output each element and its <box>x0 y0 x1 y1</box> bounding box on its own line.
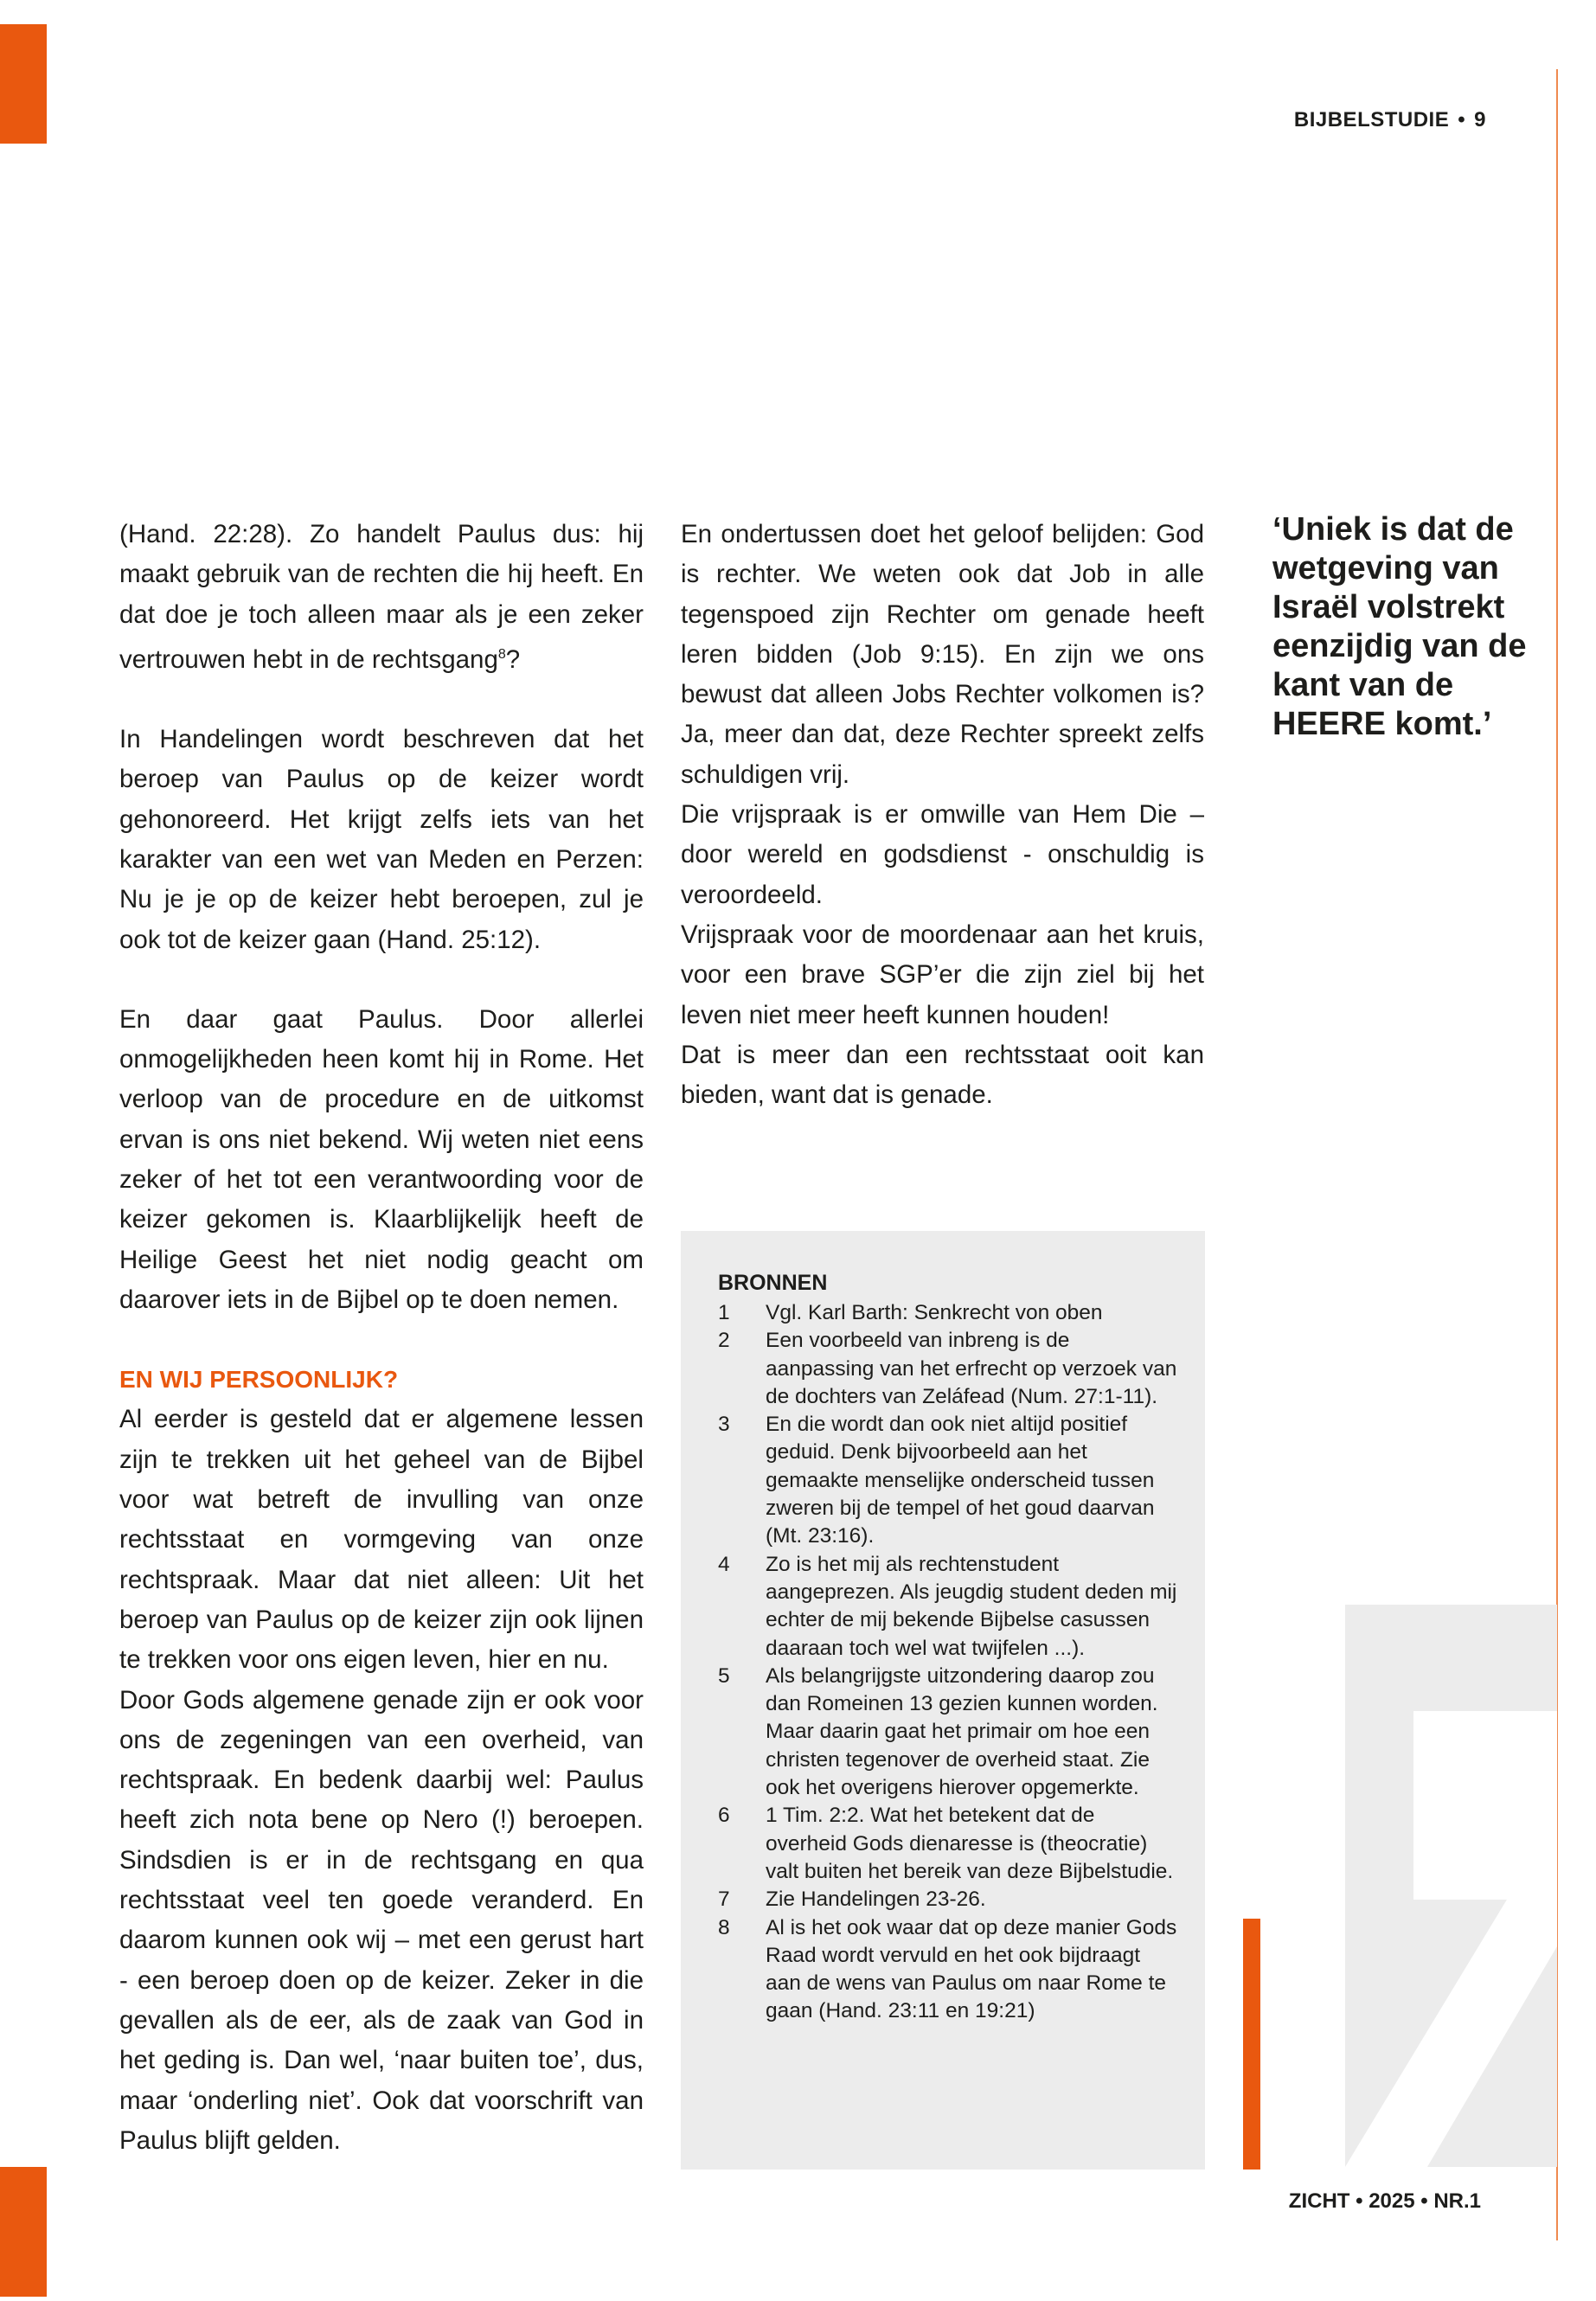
source-number: 5 <box>718 1663 730 1688</box>
paragraph: Al eerder is gesteld dat er algemene lessen zijn te trekken uit het geheel van de Bijbel voor wat betreft de invulling van onze rechtsstaat en vormgeving van onze rechtspraak. Maar dat niet alleen: Uit het beroep van Paulus op de keizer zijn ook lijnen te trekken voor ons eigen leven, hier en nu. <box>119 1405 644 1675</box>
source-number: 2 <box>718 1329 730 1353</box>
paragraph-text: (Hand. 22:28). Zo handelt Paulus dus: hij maakt gebruik van de rechten die hij heeft. En dat doe je toch alleen maar als je een zeker vertrouwen hebt in de rechtsgang <box>119 520 644 674</box>
source-item <box>718 1914 1177 2026</box>
decorative-letter-shape <box>1345 1817 1557 2167</box>
source-text: Al is het ook waar dat op deze manier Gods Raad wordt vervuld en het ook bijdraagt aan de wens van Paulus om naar Rome te gaan (Hand. 23:11 en 19:21) <box>766 1915 1177 2023</box>
middle-column <box>681 515 1204 1115</box>
source-item <box>718 1802 1177 1886</box>
source-item <box>718 1299 1177 1327</box>
source-text: 1 Tim. 2:2. Wat het betekent dat de overheid Gods dienaresse is (theocratie) valt buiten het bereik van deze Bijbelstudie. <box>766 1804 1174 1883</box>
paragraph <box>119 515 644 680</box>
source-number: 7 <box>718 1888 730 1912</box>
paragraph: Die vrijspraak is er omwille van Hem Die – door wereld en godsdienst - onschuldig is veroordeeld. <box>681 800 1204 909</box>
page-number: 9 <box>1474 108 1486 131</box>
paragraph: Dat is meer dan een rechtsstaat ooit kan bieden, want dat is genade. <box>681 1040 1204 1110</box>
source-item <box>718 1886 1177 1913</box>
footnote-ref: 8 <box>497 646 506 662</box>
left-column <box>119 515 644 2161</box>
section-title: BIJBELSTUDIE <box>1293 108 1450 131</box>
page-header <box>1294 108 1486 132</box>
source-item <box>718 1663 1177 1802</box>
source-item <box>718 1551 1177 1663</box>
source-text: Vgl. Karl Barth: Senkrecht von oben <box>766 1301 1103 1324</box>
paragraph: En ondertussen doet het geloof belijden: God is rechter. We weten ook dat Job in alle tegenspoed zijn Rechter om genade heeft leren bidden (Job 9:15). En zijn we ons bewust dat alleen Jobs Rechter volkomen is? Ja, meer dan dat, deze Rechter spreekt zelfs schuldigen vrij. <box>681 520 1204 789</box>
accent-bar-top <box>0 24 47 144</box>
page-footer: ZICHT • 2025 • NR.1 <box>1288 2189 1481 2213</box>
paragraph: En daar gaat Paulus. Door allerlei onmogelijkheden heen komt hij in Rome. Het verloop van de procedure en de uitkomst ervan is ons niet bekend. Wij weten niet eens zeker of het tot een verantwoording voor de keizer gekomen is. Klaarblijkelijk heeft de Heilige Geest het niet nodig geacht om daarover iets in de Bijbel op te doen nemen. <box>119 1004 644 1314</box>
source-item <box>718 1411 1177 1550</box>
source-number: 4 <box>718 1552 730 1576</box>
accent-bar-bottom <box>0 2167 47 2297</box>
source-text: Zo is het mij als rechtenstudent aangeprezen. Als jeugdig student deden mij echter de mij bekende Bijbelse casussen daaraan toch wel wat twijfelen ...). <box>766 1552 1177 1660</box>
accent-bar-right <box>1243 1919 1260 2170</box>
paragraph: Door Gods algemene genade zijn er ook voor ons de zegeningen van een overheid, van rechtspraak. En bedenk daarbij wel: Paulus heeft zich nota bene op Nero (!) beroepen. Sindsdien is er in de rechtsgang en qua rechtsstaat veel ten goede veranderd. En daarom kunnen ook wij – met een gerust hart - een beroep doen op de keizer. Zeker in die gevallen als de eer, als de zaak van God in het geding is. Dan wel, ‘naar buiten toe’, dus, maar ‘onderling niet’. Ook dat voorschrift van Paulus blijft gelden. <box>119 1685 644 2155</box>
subheading: EN WIJ PERSOONLIJK? <box>119 1366 399 1394</box>
paragraph: In Handelingen wordt beschreven dat het beroep van Paulus op de keizer wordt gehonoreerd. Het krijgt zelfs iets van het karakter van een wet van Meden en Perzen: Nu je je op de keizer hebt beroepen, zul je ook tot de keizer gaan (Hand. 25:12). <box>119 725 644 954</box>
source-text: Een voorbeeld van inbreng is de aanpassing van het erfrecht op verzoek van de dochters van Zeláfead (Num. 27:1-11). <box>766 1329 1177 1408</box>
source-text: En die wordt dan ook niet altijd positief geduid. Denk bijvoorbeeld aan het gemaakte menselijke onderscheid tussen zweren bij de tempel of het goud daarvan (Mt. 23:16). <box>766 1413 1155 1548</box>
paragraph: Vrijspraak voor de moordenaar aan het kruis, voor een brave SGP’er die zijn ziel bij het leven niet meer heeft kunnen houden! <box>681 920 1204 1029</box>
source-number: 6 <box>718 1804 730 1828</box>
source-number: 8 <box>718 1915 730 1939</box>
pull-quote: ‘Uniek is dat de wetgeving van Israël volstrekt eenzijdig van de kant van de HEERE komt.’ <box>1272 511 1527 742</box>
source-text: Als belangrijgste uitzondering daarop zou dan Romeinen 13 gezien kunnen worden. Maar daarin gaat het primair om hoe een christen tegenover de overheid staat. Zie ook het overigens hierover opgemerkte. <box>766 1663 1158 1800</box>
source-number: 3 <box>718 1413 730 1437</box>
sources-title: BRONNEN <box>718 1271 828 1295</box>
sources-box <box>681 1231 1205 2170</box>
paragraph-text-end: ? <box>505 644 521 674</box>
source-number: 1 <box>718 1301 730 1324</box>
header-separator: • <box>1458 108 1466 131</box>
source-item <box>718 1327 1177 1411</box>
source-text: Zie Handelingen 23-26. <box>766 1888 986 1912</box>
